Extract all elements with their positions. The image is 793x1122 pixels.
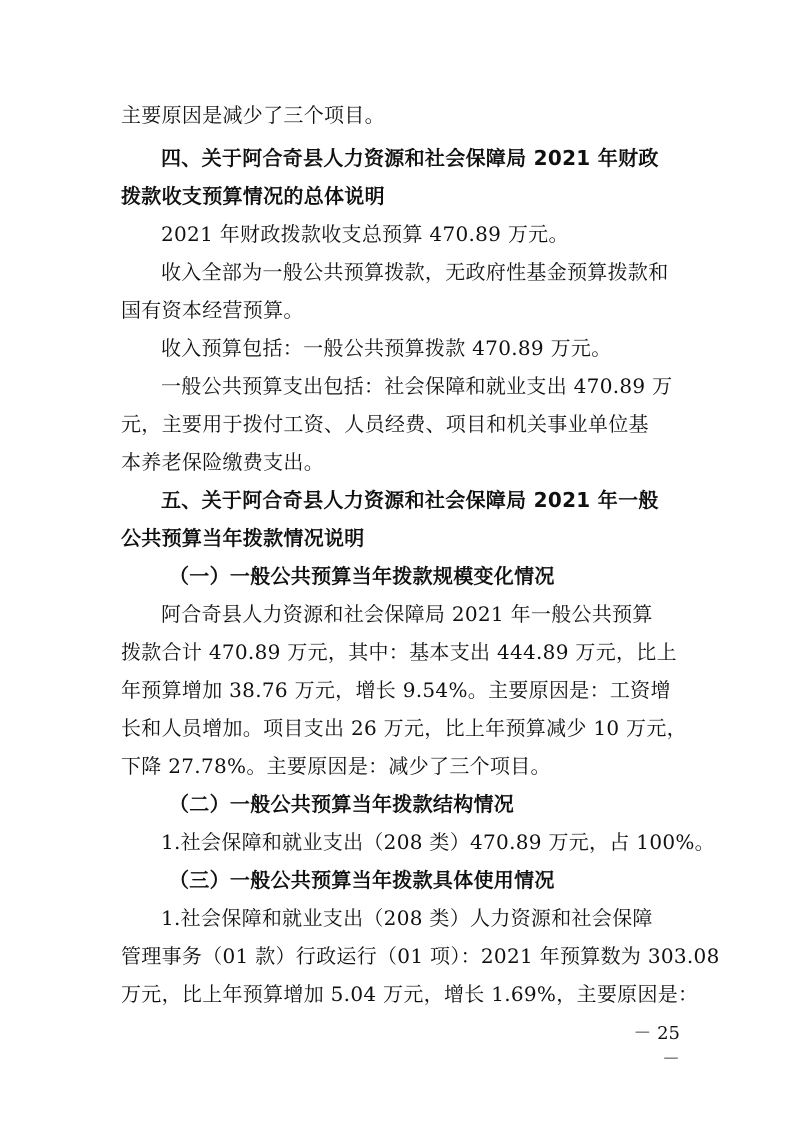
body-text-line: 1.社会保障和就业支出（208 类）人力资源和社会保障 (161, 906, 653, 930)
body-text-line: 1.社会保障和就业支出（208 类）470.89 万元，占 100%。 (161, 830, 715, 854)
body-text-line: 阿合奇县人力资源和社会保障局 2021 年一般公共预算 (161, 602, 653, 626)
body-text-line: 主要原因是减少了三个项目。 (121, 103, 385, 127)
section-heading-5: 五、关于阿合奇县人力资源和社会保障局 2021 年一般 (161, 488, 659, 512)
body-text-line: 收入全部为一般公共预算拨款，无政府性基金预算拨款和 (161, 260, 669, 284)
body-text-line: 一般公共预算支出包括：社会保障和就业支出 470.89 万 (161, 374, 673, 398)
body-text-line: 年预算增加 38.76 万元，增长 9.54%。主要原因是：工资增 (121, 678, 671, 702)
body-text-line: 下降 27.78%。主要原因是：减少了三个项目。 (121, 754, 551, 778)
section-heading-4-cont: 拨款收支预算情况的总体说明 (121, 184, 385, 208)
page-number: － 25 － (633, 1023, 680, 1070)
body-text-line: 元，主要用于拨付工资、人员经费、项目和机关事业单位基 (121, 412, 649, 436)
subheading-3: （三）一般公共预算当年拨款具体使用情况 (169, 868, 555, 892)
subheading-2: （二）一般公共预算当年拨款结构情况 (169, 792, 515, 816)
subheading-1: （一）一般公共预算当年拨款规模变化情况 (169, 564, 555, 588)
body-text-line: 国有资本经营预算。 (121, 298, 304, 322)
body-text-line: 万元，比上年预算增加 5.04 万元，增长 1.69%，主要原因是： (121, 982, 699, 1006)
body-text-line: 收入预算包括：一般公共预算拨款 470.89 万元。 (161, 336, 612, 360)
body-text-line: 2021 年财政拨款收支总预算 470.89 万元。 (161, 222, 569, 246)
body-text-line: 长和人员增加。项目支出 26 万元，比上年预算减少 10 万元， (121, 716, 687, 740)
body-text-line: 本养老保险缴费支出。 (121, 450, 324, 474)
section-heading-5-cont: 公共预算当年拨款情况说明 (121, 526, 365, 550)
body-text-line: 拨款合计 470.89 万元，其中：基本支出 444.89 万元，比上 (121, 640, 677, 664)
section-heading-4: 四、关于阿合奇县人力资源和社会保障局 2021 年财政 (161, 146, 659, 170)
body-text-line: 管理事务（01 款）行政运行（01 项）：2021 年预算数为 303.08 (121, 944, 720, 968)
